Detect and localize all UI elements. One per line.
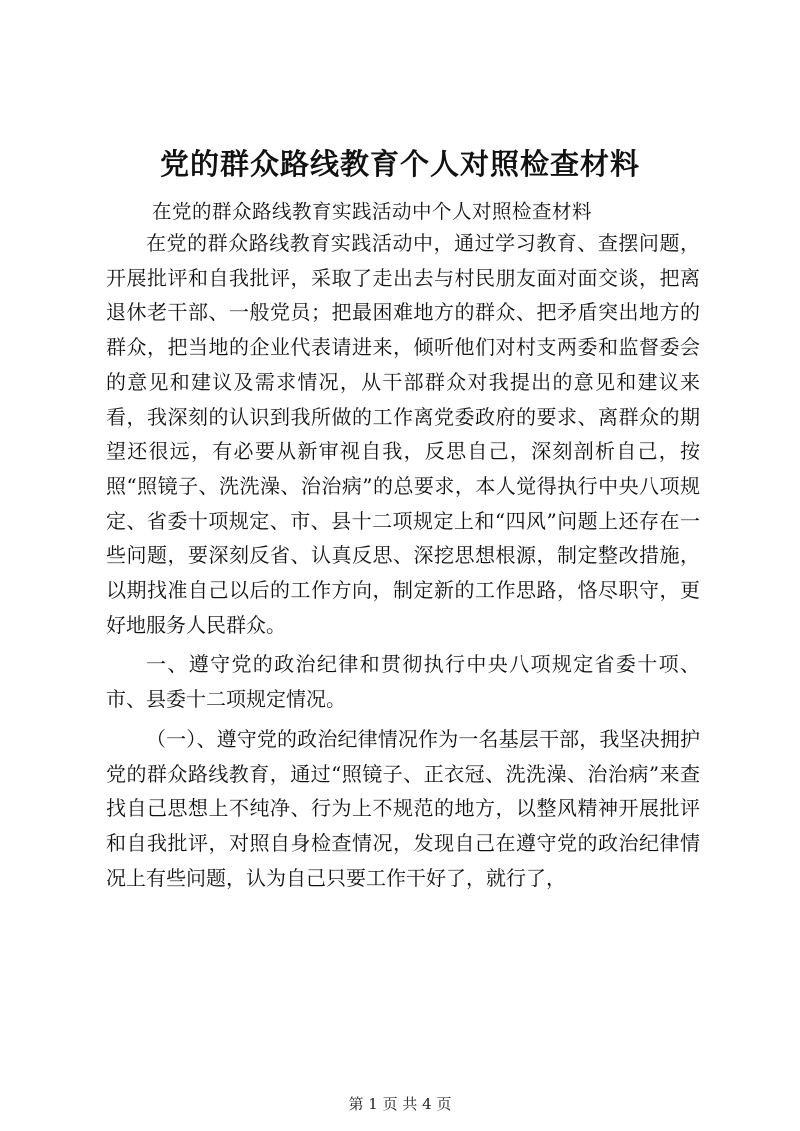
document-body [106,226,700,895]
section-heading: 一、遵守党的政治纪律和贯彻执行中央八项规定省委十项、市、县委十二项规定情况。 [106,652,700,712]
body-paragraph: 在党的群众路线教育实践活动中，通过学习教育、查摆问题，开展批评和自我批评，采取了走出去与村民朋友面对面交谈，把离退休老干部、一般党员；把最困难地方的群众、把矛盾突出地方的群众，把当地的企业代表请进来，倾听他们对村支两委和监督委会的意见和建议及需求情况，从干部群众对我提出的意见和建议来看，我深刻的认识到我所做的工作离党委政府的要求、离群众的期望还很远，有必要从新审视自我，反思自己，深刻剖析自己，按照“照镜子、洗洗澡、治治病”的总要求，本人觉得执行中央八项规定、省委十项规定、市、县十二项规定上和“四风”问题上还存在一些问题，要深刻反省、认真反思、深挖思想根源，制定整改措施，以期找准自己以后的工作方向，制定新的工作思路，恪尽职守，更好地服务人民群众。 [106,231,700,637]
document-title: 党的群众路线教育个人对照检查材料 [159,147,640,181]
body-paragraph: （一）、遵守党的政治纪律情况作为一名基层干部，我坚决拥护党的群众路线教育，通过“照镜子、正衣冠、洗洗澡、治治病”来查找自己思想上不纯净、行为上不规范的地方，以整风精神开展批评和自我批评，对照自身检查情况，发现自己在遵守党的政治纪律情况上有些问题，认为自己只要工作干好了，就行了， [106,726,700,890]
document-subtitle: 在党的群众路线教育实践活动中个人对照检查材料 [152,200,593,223]
page-footer: 第 1 页 共 4 页 [348,1095,452,1113]
